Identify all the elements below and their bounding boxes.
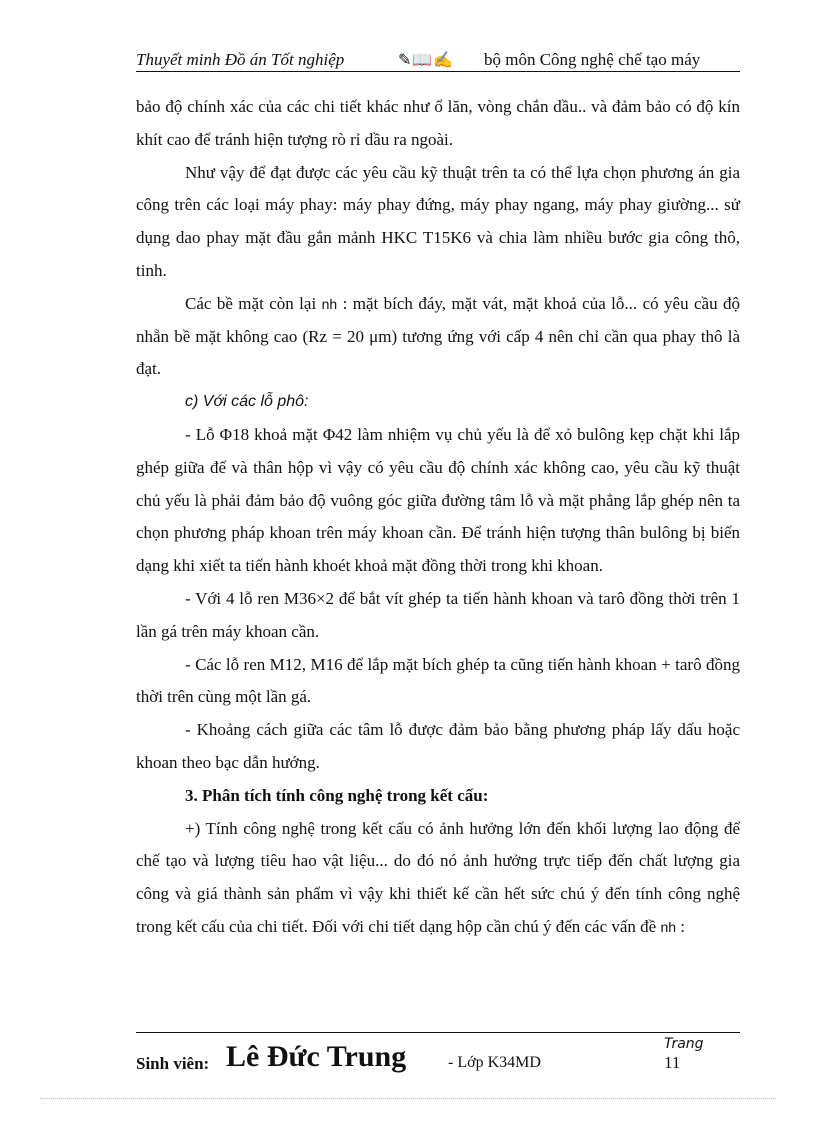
paragraph-3 <box>136 288 740 386</box>
page-footer <box>136 1036 740 1076</box>
subsection-heading: c) Với các lỗ phô: <box>185 393 309 411</box>
class-label: - Lớp K34MD <box>448 1054 541 1071</box>
page-label: Trang <box>664 1036 704 1052</box>
nh-marker-2: nh <box>660 918 677 935</box>
paragraph-1: bảo độ chính xác của các chi tiết khác như ổ lăn, vòng chắn dầu.. và đảm bảo có độ kín khít cao để tránh hiện tượng rò rỉ dầu ra ngoài. <box>136 97 740 149</box>
student-label: Sinh viên: <box>136 1054 210 1073</box>
section-heading: 3. Phân tích tính công nghệ trong kết cấu: <box>185 785 489 805</box>
paragraph-5: - Lỗ Φ18 khoả mặt Φ42 làm nhiệm vụ chủ yếu là để xỏ bulông kẹp chặt khi lắp ghép giữa đế và thân hộp vì vậy có yêu cầu độ chính xác không cao, yêu cầu kỹ thuật chủ yếu là phải đảm bảo độ vuông góc giữa đường tâm lỗ và mặt phẳng lắp ghép nên ta chọn phương pháp khoan trên máy khoan cần. Để tránh hiện tượng thân bulông bị biến dạng khi xiết ta tiến hành khoét khoả mặt đồng thời trong khi khoan. <box>136 424 740 576</box>
header-doc-title: Thuyết minh Đồ án Tốt nghiệp <box>136 50 345 69</box>
nh-marker: nh <box>321 295 338 312</box>
paragraph-3-start: Các bề mặt còn lại <box>185 293 317 313</box>
footer-divider <box>136 1032 740 1033</box>
document-body <box>136 91 740 944</box>
header-department: bộ môn Công nghệ chế tạo máy <box>484 50 701 69</box>
paragraph-6: - Với 4 lỗ ren M36×2 để bắt vít ghép ta tiến hành khoan và tarô đồng thời trên 1 lần gá trên máy khoan cần. <box>136 588 740 641</box>
page-number: 11 <box>664 1053 681 1072</box>
page-header <box>136 48 740 72</box>
paragraph-8: - Khoảng cách giữa các tâm lỗ được đảm bảo bằng phương pháp lấy dấu hoặc khoan theo bạc dẫn hướng. <box>136 720 740 772</box>
paragraph-10-start: +) Tính công nghệ trong kết cấu có ảnh hưởng lớn đến khối lượng lao động để chế tạo và lượng tiêu hao vật liệu... do đó nó ảnh hưởng trực tiếp đến chất lượng gia công và giá thành sản phẩm vì vậy khi thiết kế cần hết sức chú ý đến tính công nghệ trong kết cấu của chi tiết. Đối với chi tiết dạng hộp cần chú ý đến các vấn đề <box>136 818 740 936</box>
paragraph-10 <box>136 813 740 944</box>
header-divider <box>136 71 740 72</box>
paragraph-2: Như vậy để đạt được các yêu cầu kỹ thuật trên ta có thể lựa chọn phương án gia công trên các loại máy phay: máy phay đứng, máy phay ngang, máy phay giường... sử dụng dao phay mặt đầu gắn mảnh HKC T15K6 và chia làm nhiều bước gia công thô, tinh. <box>136 162 740 280</box>
paragraph-10-end: : <box>680 916 686 936</box>
student-name: Lê Đức Trung <box>226 1040 407 1073</box>
paragraph-7: - Các lỗ ren M12, M16 để lắp mặt bích ghép ta cũng tiến hành khoan + tarô đồng thời trên cùng một lần gá. <box>136 654 740 707</box>
paragraph-3-end: : mặt bích đáy, mặt vát, mặt khoả của lỗ... có yêu cầu độ nhẵn bề mặt không cao (Rz = 20 μm) tương ứng với cấp 4 nên chỉ cần qua phay thô là đạt. <box>136 293 741 379</box>
bottom-dotted-line <box>40 1098 776 1099</box>
header-ornament-icon: ✎📖✍ <box>398 52 455 69</box>
